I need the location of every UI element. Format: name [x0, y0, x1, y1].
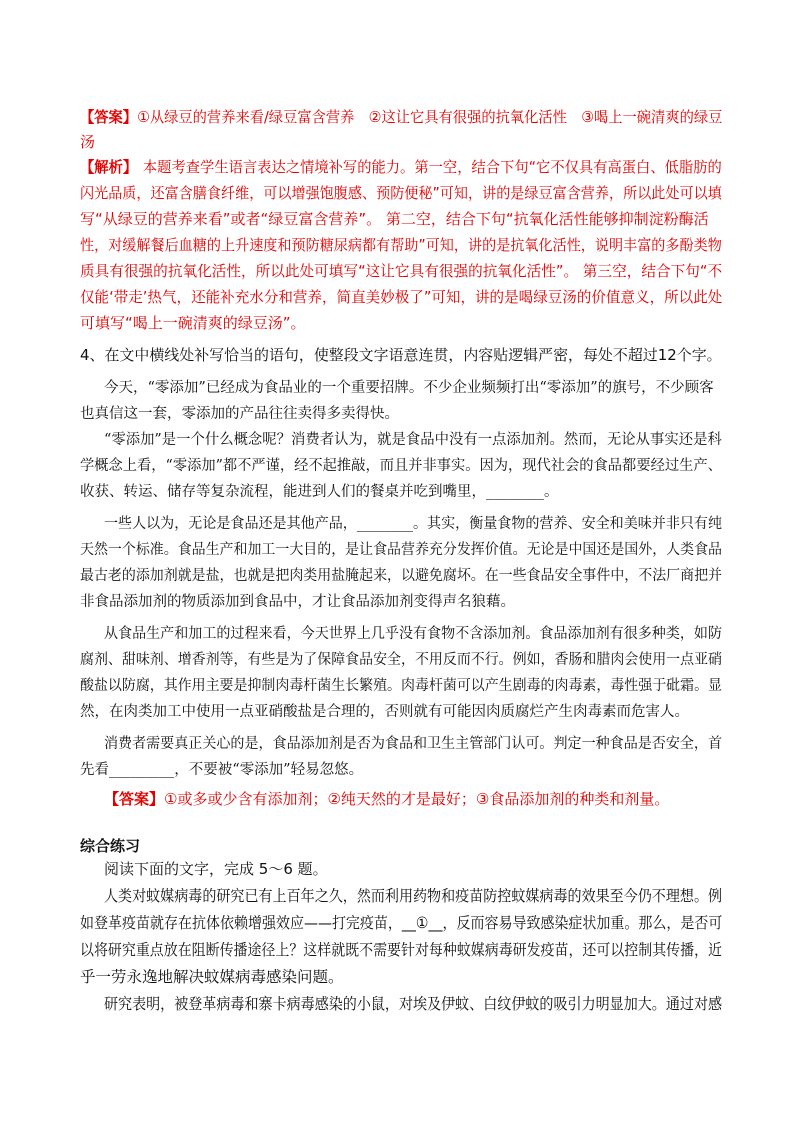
- passage-line: 腐剂、甜味剂、增香剂等，有些是为了保障食品安全，不用反而不行。例如，香肠和腊肉会使用一点亚硝: [80, 652, 722, 668]
- analysis-line: 写“从绿豆的营养来看”或者“绿豆富含营养”。 第二空，结合下句“抗氧化活性能够抑制淀粉酶活: [80, 210, 709, 228]
- answer-text: ①或多或少含有添加剂；②纯天然的才是最好；③食品添加剂的种类和剂量。: [164, 790, 670, 808]
- section-heading: 综合练习: [80, 837, 141, 855]
- analysis-line: 可填写“喝上一碗清爽的绿豆汤”。: [80, 314, 306, 332]
- answer-line-2: 汤: [80, 133, 96, 151]
- passage-line: 从食品生产和加工的过程来看，今天世界上几乎没有食物不含添加剂。食品添加剂有很多种类，如防: [104, 626, 723, 642]
- analysis-line: 质具有很强的抗氧化活性，所以此处可填写“这让它具有很强的抗氧化活性”。 第三空，结合下句“不: [80, 262, 723, 280]
- passage-line: 然，在肉类加工中使用一点亚硝酸盐是合理的，否则就有可能因肉质腐烂产生肉毒素而危害人。: [80, 704, 689, 720]
- practice-instruction: 阅读下面的文字，完成 5～6 题。: [104, 860, 328, 878]
- answer-line-1: [80, 107, 722, 127]
- answer-tag: 【答案】: [104, 790, 165, 808]
- passage-line: 一些人以为，无论是食品还是其他产品，________。其实，衡量食物的营养、安全和美味并非只有纯: [104, 516, 723, 532]
- passage-line: 消费者需要真正关心的是，食品添加剂是否为食品和卫生主管部门认可。判定一种食品是否安全，首: [104, 736, 723, 752]
- practice-passage-line: 乎一劳永逸地解决蚊媒病毒感染问题。: [80, 968, 344, 986]
- analysis-line-1: 【解析】 本题考查学生语言表达之情境补写的能力。第一空，结合下句“它不仅具有高蛋白、低脂肪的: [80, 158, 722, 176]
- analysis-tag: 【解析】: [80, 158, 138, 176]
- answer-line-4: [104, 789, 669, 809]
- question-prompt: 4、在文中横线处补写恰当的语句，使整段文字语意连贯，内容贴逻辑严密，每处不超过12个字。: [80, 346, 722, 364]
- passage-line: 学概念上看，“零添加”都不严谨，经不起推敲，而且并非事实。因为，现代社会的食品都要经过生产、: [80, 458, 722, 474]
- passage-line: “零添加”是一个什么概念呢？消费者认为，就是食品中没有一点添加剂。然而，无论从事实还是科: [104, 432, 722, 448]
- answer-text: ①从绿豆的营养来看/绿豆富含营养 ②这让它具有很强的抗氧化活性 ③喝上一碗清爽的绿豆: [137, 108, 723, 126]
- analysis-line: 仅能‘带走’热气，还能补充水分和营养，简直美妙极了”可知，讲的是喝绿豆汤的价值意义，所以此处: [80, 288, 723, 306]
- practice-passage-line: 研究表明，被登革病毒和寨卡病毒感染的小鼠，对埃及伊蚊、白纹伊蚊的吸引力明显加大。通过对感: [104, 995, 723, 1013]
- practice-passage-line: 以将研究重点放在阻断传播途径上？这样就既不需要针对每种蚊媒病毒研发疫苗，还可以控制其传播，近: [80, 941, 722, 959]
- analysis-line: 性，对缓解餐后血糖的上升速度和预防糖尿病都有帮助”可知，讲的是抗氧化活性，说明丰富的多酚类物: [80, 236, 722, 254]
- answer-tag: 【答案】: [80, 108, 138, 126]
- analysis-line: 闪光品质，还富含膳食纤维，可以增强饱腹感、预防便秘”可知，讲的是绿豆富含营养，所以此处可以填: [80, 184, 722, 202]
- practice-passage-line: 如登革疫苗就存在抗体依赖增强效应——打完疫苗，__①__，反而容易导致感染症状加重。那么，是否可: [80, 914, 723, 932]
- passage-line: 先看_________，不要被“零添加”轻易忽悠。: [80, 762, 364, 778]
- passage-line: 今天，“零添加”已经成为食品业的一个重要招牌。不少企业频频打出“零添加”的旗号，不少顾客: [104, 380, 714, 396]
- practice-passage-line: 人类对蚊媒病毒的研究已有上百年之久，然而利用药物和疫苗防控蚊媒病毒的效果至今仍不理想。例: [104, 887, 723, 905]
- passage-line: 收获、转运、储存等复杂流程，能进到人们的餐桌并吃到嘴里，________。: [80, 484, 559, 500]
- passage-line: 非食品添加剂的物质添加到食品中，才让食品添加剂变得声名狼藉。: [80, 594, 515, 610]
- passage-line: 最古老的添加剂就是盐，也就是把肉类用盐腌起来，以避免腐坏。在一些食品安全事件中，不法厂商把并: [80, 568, 722, 584]
- passage-line: 酸盐以防腐，其作用主要是抑制肉毒杆菌生长繁殖。肉毒杆菌可以产生剧毒的肉毒素，毒性强于砒霜。显: [80, 678, 722, 694]
- passage-line: 天然一个标准。食品生产和加工一大目的，是让食品营养充分发挥价值。无论是中国还是国外，人类食品: [80, 542, 722, 558]
- passage-line: 也真信这一套，零添加的产品往往卖得多卖得快。: [80, 406, 399, 422]
